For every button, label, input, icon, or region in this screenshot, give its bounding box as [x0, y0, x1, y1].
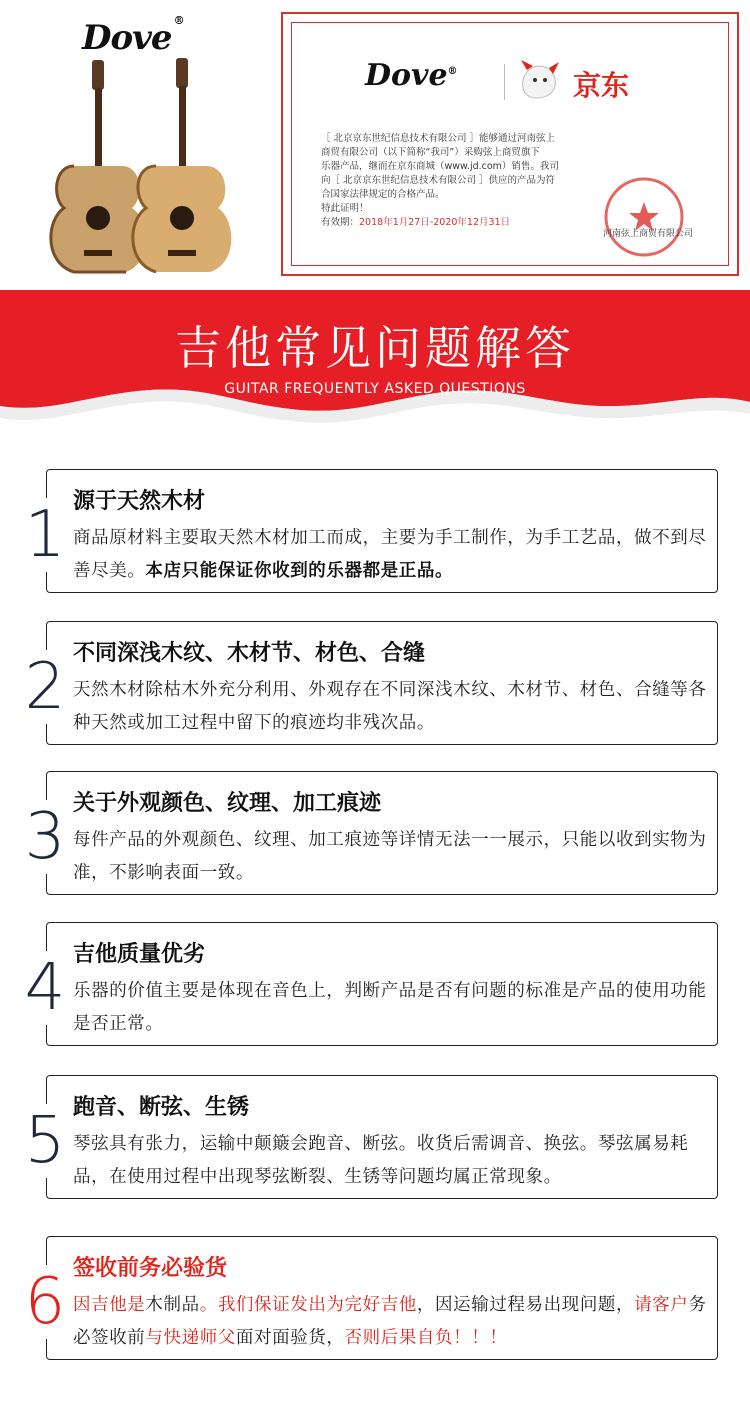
faq-number: 3 — [21, 800, 69, 874]
faq-item-title: 不同深浅木纹、木材节、材色、合缝 — [73, 641, 426, 666]
faq-item-4 — [24, 922, 718, 1046]
faq-item-title: 源于天然木材 — [73, 489, 206, 514]
company-seal — [601, 174, 687, 260]
faq-item-1 — [24, 469, 718, 593]
faq-item-description: 乐器的价值主要是体现在音色上，判断产品是否有问题的标准是产品的使用功能是否正常。 — [73, 981, 707, 1034]
faq-item-description: 琴弦具有张力，运输中颠簸会跑音、断弦。收货后需调音、换弦。琴弦属易耗品，在使用过程中出现琴弦断裂、生锈等问题均属正常现象。 — [73, 1134, 689, 1187]
certificate-text: ［ 北京京东世纪信息技术有限公司 ］能够通过河南弦上 商贸有限公司（以下简称“我司”）采购弦上商贸旗下 乐器产品，继而在京东商城（www.jd.com）销售。我司 向［ 北京京东世纪信息技术有限公司 ］供应的产品为符 合国家法律规定的合格产品。 特此证明！ 有效期：2018年1月27日-2020年12月31日 — [321, 133, 559, 228]
guitars-image — [34, 58, 254, 278]
certificate-brand-logo: Dove® — [365, 58, 458, 93]
faq-item-title: 吉他质量优劣 — [73, 942, 206, 967]
faq-item-description: 商品原材料主要取天然木材加工而成，主要为手工制作，为手工艺品，做不到尽善尽美。本店只能保证你收到的乐器都是正品。 — [73, 528, 707, 581]
faq-item-title: 关于外观颜色、纹理、加工痕迹 — [73, 791, 382, 816]
faq-subtitle: GUITAR FREQUENTLY ASKED QUESTIONS — [224, 381, 526, 397]
faq-item-description: 每件产品的外观颜色、纹理、加工痕迹等详情无法一一展示，只能以收到实物为准，不影响表面一致。 — [73, 830, 707, 883]
jd-dog-icon — [515, 58, 563, 102]
faq-item-title: 跑音、断弦、生锈 — [73, 1095, 250, 1120]
faq-item-5 — [24, 1075, 718, 1199]
brand-logo: Dove ® — [82, 14, 184, 58]
faq-number: 5 — [21, 1104, 69, 1178]
faq-title: 吉他常见问题解答 — [175, 321, 575, 375]
authorization-certificate — [281, 12, 739, 276]
seal-company-name: 河南弦上商贸有限公司 — [603, 229, 694, 239]
faq-item-3 — [24, 771, 718, 895]
faq-item-description: 因吉他是木制品。我们保证发出为完好吉他，因运输过程易出现问题，请客户务必签收前与快递师父面对面验货，否则后果自负！！！ — [73, 1295, 707, 1348]
jd-logo-text: 京东 — [573, 69, 630, 102]
faq-number: 1 — [21, 498, 69, 572]
faq-number: 2 — [21, 650, 69, 724]
faq-item-title: 签收前务必验货 — [73, 1256, 228, 1281]
header-section — [0, 0, 750, 290]
faq-number: 4 — [21, 951, 69, 1025]
faq-item-6 — [24, 1236, 718, 1360]
faq-item-2 — [24, 621, 718, 745]
faq-item-description: 天然木材除枯木外充分利用、外观存在不同深浅木纹、木材节、材色、合缝等各种天然或加工过程中留下的痕迹均非残次品。 — [73, 680, 707, 733]
faq-number: 6 — [21, 1265, 69, 1339]
